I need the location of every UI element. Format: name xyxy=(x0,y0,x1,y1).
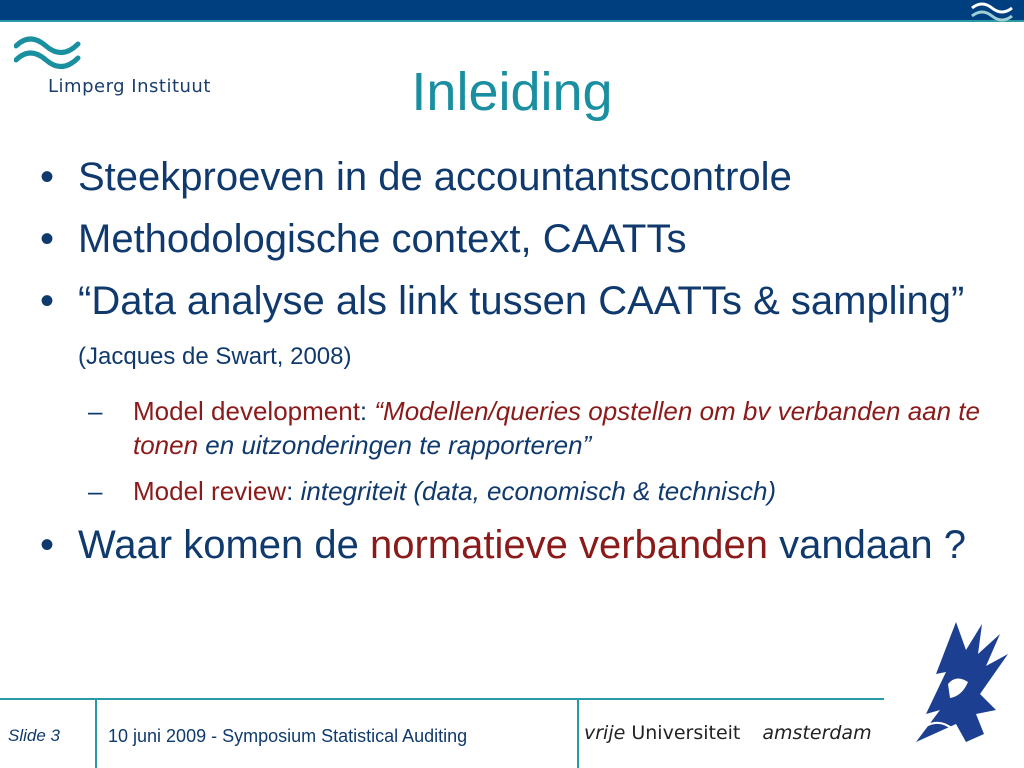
dash-icon: – xyxy=(88,476,103,506)
subbullet-text: integriteit (data, economisch & technisch) xyxy=(300,476,777,506)
slide-content xyxy=(40,152,1000,582)
bullet-text: “Data analyse als link tussen CAATTs & sampling” xyxy=(78,279,965,323)
vu-griffin-icon xyxy=(896,614,1020,748)
subbullet-2 xyxy=(40,474,1000,508)
limperg-corner-logo-icon xyxy=(968,0,1018,22)
footer-divider xyxy=(577,700,579,768)
subbullet-sep: : xyxy=(286,476,301,506)
top-rule xyxy=(0,20,1024,22)
subbullet-red-text: “Modellen/queries opstellen om bv verbanden aan te tonen xyxy=(133,396,980,460)
bullet-text: Methodologische context, CAATTs xyxy=(78,217,687,261)
bullet-dot-icon: • xyxy=(40,523,55,567)
bullet-text-pre: Waar komen de xyxy=(78,523,370,567)
vu-logo xyxy=(584,722,872,744)
footer-rule xyxy=(0,698,884,700)
bullet-3 xyxy=(40,276,1000,382)
dash-icon: – xyxy=(88,396,103,426)
bullet-1 xyxy=(40,152,1000,202)
subbullet-label: Model review xyxy=(133,476,287,506)
vu-logo-part1: vrije xyxy=(584,722,626,744)
subbullet-sep: : xyxy=(359,396,375,426)
top-banner xyxy=(0,0,1024,20)
bullet-dot-icon: • xyxy=(40,279,55,323)
footer-event: 10 juni 2009 - Symposium Statistical Auditing xyxy=(108,726,468,746)
bullet-4 xyxy=(40,520,1000,570)
bullet-text: Steekproeven in de accountantscontrole xyxy=(78,155,792,199)
citation: (Jacques de Swart, 2008) xyxy=(78,343,352,370)
slide-number: Slide 3 xyxy=(8,726,60,745)
subbullet-label: Model development xyxy=(133,396,360,426)
subbullet-1 xyxy=(40,394,1000,462)
institute-name: Limperg Instituut xyxy=(48,76,211,97)
vu-logo-part2: Universiteit xyxy=(625,722,741,744)
bullet-2 xyxy=(40,214,1000,264)
slide-title: Inleiding xyxy=(411,62,613,122)
bullet-text-post: vandaan ? xyxy=(768,523,966,567)
bullet-text-highlight: normatieve verbanden xyxy=(369,523,769,567)
vu-logo-part3: amsterdam xyxy=(762,722,872,744)
footer-divider xyxy=(95,700,97,768)
subbullet-text: en uitzonderingen te rapporteren” xyxy=(198,430,592,460)
bullet-dot-icon: • xyxy=(40,155,55,199)
bullet-dot-icon: • xyxy=(40,217,55,261)
